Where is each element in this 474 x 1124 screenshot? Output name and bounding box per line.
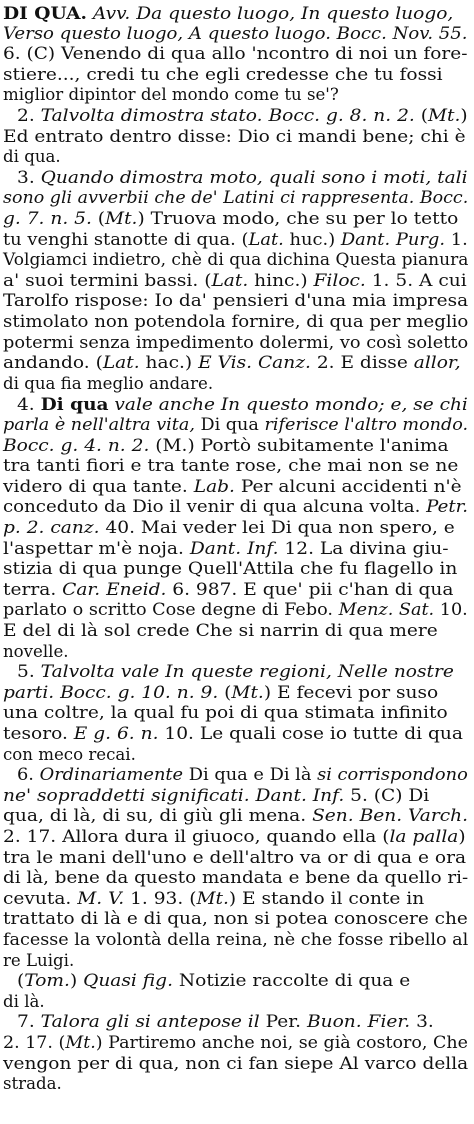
text-segment: Di qua e Di là — [183, 765, 318, 785]
text-line — [3, 786, 429, 806]
text-line — [3, 374, 213, 394]
text-segment: Talora gli si antepose il — [40, 1012, 260, 1032]
text-line — [3, 65, 443, 85]
text-segment: hac.) — [139, 353, 199, 373]
text-segment: facesse la volontà della reina, nè che fosse ribello al — [3, 930, 469, 949]
text-segment: Buon. Fier. — [306, 1012, 411, 1032]
text-line — [3, 518, 455, 538]
text-segment: E g. 6. n. — [73, 724, 159, 743]
text-segment: E del di là sol crede Che si narrin di qua mere — [3, 621, 438, 640]
text-line — [3, 992, 45, 1012]
text-segment: Menz. Sat. — [338, 600, 435, 620]
text-segment: Mt. — [196, 888, 229, 908]
text-segment: Lat. — [102, 353, 140, 373]
text-segment: allor, — [413, 353, 461, 373]
text-segment: parlato o scritto Cose degne di Febo. — [3, 600, 339, 620]
text-line — [3, 127, 466, 147]
text-segment: Mt. — [65, 1033, 96, 1052]
text-segment: (M.) Portò subitamente l'anima — [149, 435, 449, 455]
text-line — [3, 642, 69, 662]
text-segment: 6. (C) Venendo di qua allo 'ncontro di noi un fore- — [3, 44, 468, 64]
text-segment: Bocc. g. 4. n. 2. — [3, 435, 150, 455]
text-line — [3, 621, 438, 641]
text-line — [3, 250, 468, 270]
text-line — [3, 930, 468, 950]
text-line — [3, 436, 449, 456]
text-line — [17, 765, 468, 785]
text-line — [3, 3, 453, 24]
text-segment: Lat. — [248, 229, 284, 249]
text-line — [3, 951, 74, 971]
text-segment: di là, bene da questo mandata e bene da quello ri- — [3, 868, 469, 888]
text-segment: ( — [91, 209, 106, 228]
text-line — [17, 971, 410, 991]
text-segment: tesoro. — [3, 724, 74, 743]
text-line — [3, 745, 136, 765]
text-segment: si corrispondono — [317, 765, 468, 785]
text-segment: di qua fia meglio andare. — [3, 373, 214, 393]
text-line — [3, 909, 468, 929]
text-segment: Mt. — [427, 106, 461, 125]
text-line — [17, 106, 468, 126]
text-segment: p. 2. canz. — [3, 518, 100, 537]
text-segment: vale anche In questo mondo; e, se chi — [114, 395, 468, 415]
text-segment: la palla — [389, 827, 459, 846]
text-segment: Di qua — [40, 394, 109, 415]
text-segment: tra le mani dell'uno e dell'altro va or di qua e ora — [3, 847, 467, 867]
text-line — [3, 827, 466, 847]
text-line — [3, 333, 468, 353]
text-segment: ne' sopraddetti significati. Dant. Inf. — [3, 785, 345, 805]
text-segment: Lat. — [211, 270, 249, 290]
text-line — [3, 868, 468, 888]
text-segment: l'aspettar m'è noja. — [3, 538, 190, 558]
text-line — [3, 497, 468, 517]
text-segment: una coltre, la qual fu poi di qua stimata infinito — [3, 703, 448, 723]
text-segment: Tarolfo rispose: Io da' pensieri d'una mia impresa — [3, 291, 469, 311]
text-segment: terra. — [3, 579, 63, 599]
text-line — [3, 539, 449, 559]
text-segment: 12. La divina giu- — [278, 538, 449, 558]
text-line — [3, 724, 463, 744]
text-line — [17, 394, 468, 415]
text-segment: DI QUA. — [3, 3, 87, 23]
text-segment: 10. Le quali cose io tutte di qua — [158, 724, 463, 743]
text-segment: 40. Mai veder lei Di qua non spero, e — [99, 518, 455, 537]
text-segment: riferisce l'altro mondo. — [264, 415, 469, 434]
text-segment: videro di qua tante. — [3, 476, 194, 496]
text-segment: Per alcuni accidenti n'è — [234, 476, 462, 496]
text-segment: Quasi fig. — [83, 971, 173, 991]
text-line — [3, 1074, 62, 1094]
text-line — [3, 24, 468, 44]
text-segment: ( — [17, 971, 25, 991]
text-segment: Lab. — [193, 476, 235, 496]
text-segment: Volgiamci indietro, chè di qua dichina Questa pianura — [3, 250, 469, 270]
text-segment: Notizie raccolte di qua e — [172, 971, 411, 991]
text-segment: ) Truova modo, che su per lo tetto — [137, 209, 459, 228]
text-segment: trattato di là e di qua, non si potea conoscere che — [3, 909, 468, 929]
text-segment: andando. ( — [3, 353, 103, 373]
text-line — [3, 44, 467, 64]
text-segment: 7. — [17, 1012, 41, 1032]
text-segment: 4. — [17, 395, 41, 415]
text-line — [3, 291, 468, 311]
text-segment: potermi senza impedimento dolermi, vo così soletto — [3, 332, 469, 352]
text-segment: Verso questo luogo, A questo luogo. Bocc. Nov. 55. — [3, 23, 468, 43]
text-segment: 1. 5. A cui — [365, 270, 467, 290]
text-segment: Mt. — [231, 682, 264, 702]
text-segment: Ordinariamente — [39, 765, 184, 785]
text-line — [3, 600, 468, 620]
text-segment: 3. — [410, 1012, 434, 1032]
text-segment: tu venghi stanotte di qua. ( — [3, 229, 249, 249]
text-line — [3, 683, 438, 703]
text-segment: 2. 17. ( — [3, 1033, 66, 1052]
text-line — [17, 662, 454, 682]
text-segment: ) — [69, 971, 84, 991]
text-segment: ) E fecevi por suso — [263, 682, 439, 702]
text-segment: tra tanti fiori e tra tante rose, che mai non se ne — [3, 456, 459, 476]
text-segment: ) E stando il conte in — [228, 888, 425, 908]
text-segment: conceduto da Dio il venir di qua alcuna volta. — [3, 497, 427, 517]
text-line — [3, 1054, 468, 1074]
text-segment: 3. — [17, 167, 41, 187]
text-line — [3, 559, 457, 579]
text-segment: huc.) — [283, 229, 341, 249]
text-segment: 2. — [17, 106, 41, 125]
text-segment: ( — [414, 106, 428, 125]
text-segment: 2. 17. Allora dura il giuoco, quando ella ( — [3, 827, 390, 846]
text-line — [3, 353, 461, 373]
text-segment: di là. — [3, 991, 45, 1011]
text-line — [3, 312, 468, 332]
text-segment: ) — [458, 827, 466, 846]
text-segment: stizia di qua punge Quell'Attila che fu flagello in — [3, 559, 458, 579]
text-line — [17, 168, 468, 188]
text-segment: parti. Bocc. g. 10. n. 9. — [3, 682, 219, 702]
text-segment: E Vis. Canz. — [198, 353, 311, 373]
text-line — [3, 848, 466, 868]
text-segment: Sen. Ben. Varch. — [312, 806, 468, 826]
text-segment: sono gli avverbii che de' Latini ci rappresenta. Bocc. — [3, 188, 469, 208]
text-segment: Dant. Inf. — [189, 538, 279, 558]
text-segment: ( — [218, 682, 232, 702]
text-segment: g. 7. n. 5. — [3, 209, 92, 228]
text-segment: hinc.) — [248, 270, 314, 290]
text-segment: Avv. Da questo luogo, In questo luogo, — [92, 4, 454, 23]
text-line — [17, 1012, 434, 1032]
text-line — [3, 703, 448, 723]
text-line — [3, 85, 339, 105]
text-segment: ) — [460, 106, 468, 125]
text-segment: 1. — [445, 229, 468, 249]
text-line — [3, 477, 462, 497]
text-segment: Petr. — [426, 497, 469, 517]
text-segment: vengon per di qua, non ci fan siepe Al varco della — [3, 1053, 469, 1073]
text-segment: stiere..., credi tu che egli credesse che tu fossi — [3, 64, 443, 84]
text-segment: cevuta. — [3, 888, 78, 908]
text-segment: miglior dipintor del mondo come tu se'? — [3, 85, 339, 105]
text-segment: M. V. — [77, 888, 125, 908]
text-segment: Mt. — [105, 209, 138, 228]
text-segment: Filoc. — [313, 270, 366, 290]
text-segment: qua, di là, di su, di giù gli mena. — [3, 806, 313, 826]
text-segment: Talvolta dimostra stato. Bocc. g. 8. n. 2. — [40, 106, 415, 125]
text-line — [3, 209, 458, 229]
text-line — [3, 456, 458, 476]
text-line — [3, 806, 468, 826]
text-line — [3, 889, 424, 909]
text-segment: di qua. — [3, 147, 61, 167]
text-segment: Quando dimostra moto, quali sono i moti, tali — [40, 167, 468, 187]
text-line — [3, 147, 61, 167]
text-segment: Car. Eneid. — [62, 579, 167, 599]
text-segment: a' suoi termini bassi. ( — [3, 270, 212, 290]
text-segment: Ed entrato dentro disse: Dio ci mandi bene; chi è — [3, 126, 466, 146]
text-segment: 5. (C) Di — [344, 785, 430, 805]
text-segment: re Luigi. — [3, 950, 75, 970]
text-segment: Per. — [259, 1012, 307, 1032]
text-line — [3, 271, 467, 291]
text-line — [3, 580, 453, 600]
text-segment: 6. 987. E que' pii c'han di qua — [166, 579, 454, 599]
text-line — [3, 188, 468, 208]
text-segment: Di qua — [194, 415, 265, 434]
text-segment: ) Partiremo anche noi, se già costoro, Che — [95, 1033, 468, 1052]
text-segment: 1. 93. ( — [124, 888, 197, 908]
text-segment: 5. — [17, 662, 41, 682]
text-segment: con meco recai. — [3, 744, 136, 764]
text-segment: 2. E disse — [310, 353, 414, 373]
text-line — [3, 1033, 468, 1053]
text-segment: strada. — [3, 1074, 62, 1094]
text-line — [3, 415, 468, 435]
text-segment: Talvolta vale In queste regioni, Nelle nostre — [40, 662, 454, 682]
text-line — [3, 230, 468, 250]
text-segment: Tom. — [24, 971, 70, 991]
text-segment: stimolato non potendola fornire, di qua per meglio — [3, 312, 469, 331]
text-segment: parla è nell'altra vita, — [3, 415, 195, 434]
text-segment: 10. — [434, 600, 468, 620]
text-segment: novelle. — [3, 641, 69, 661]
text-segment: 6. — [17, 765, 40, 785]
text-segment: Dant. Purg. — [340, 229, 446, 249]
